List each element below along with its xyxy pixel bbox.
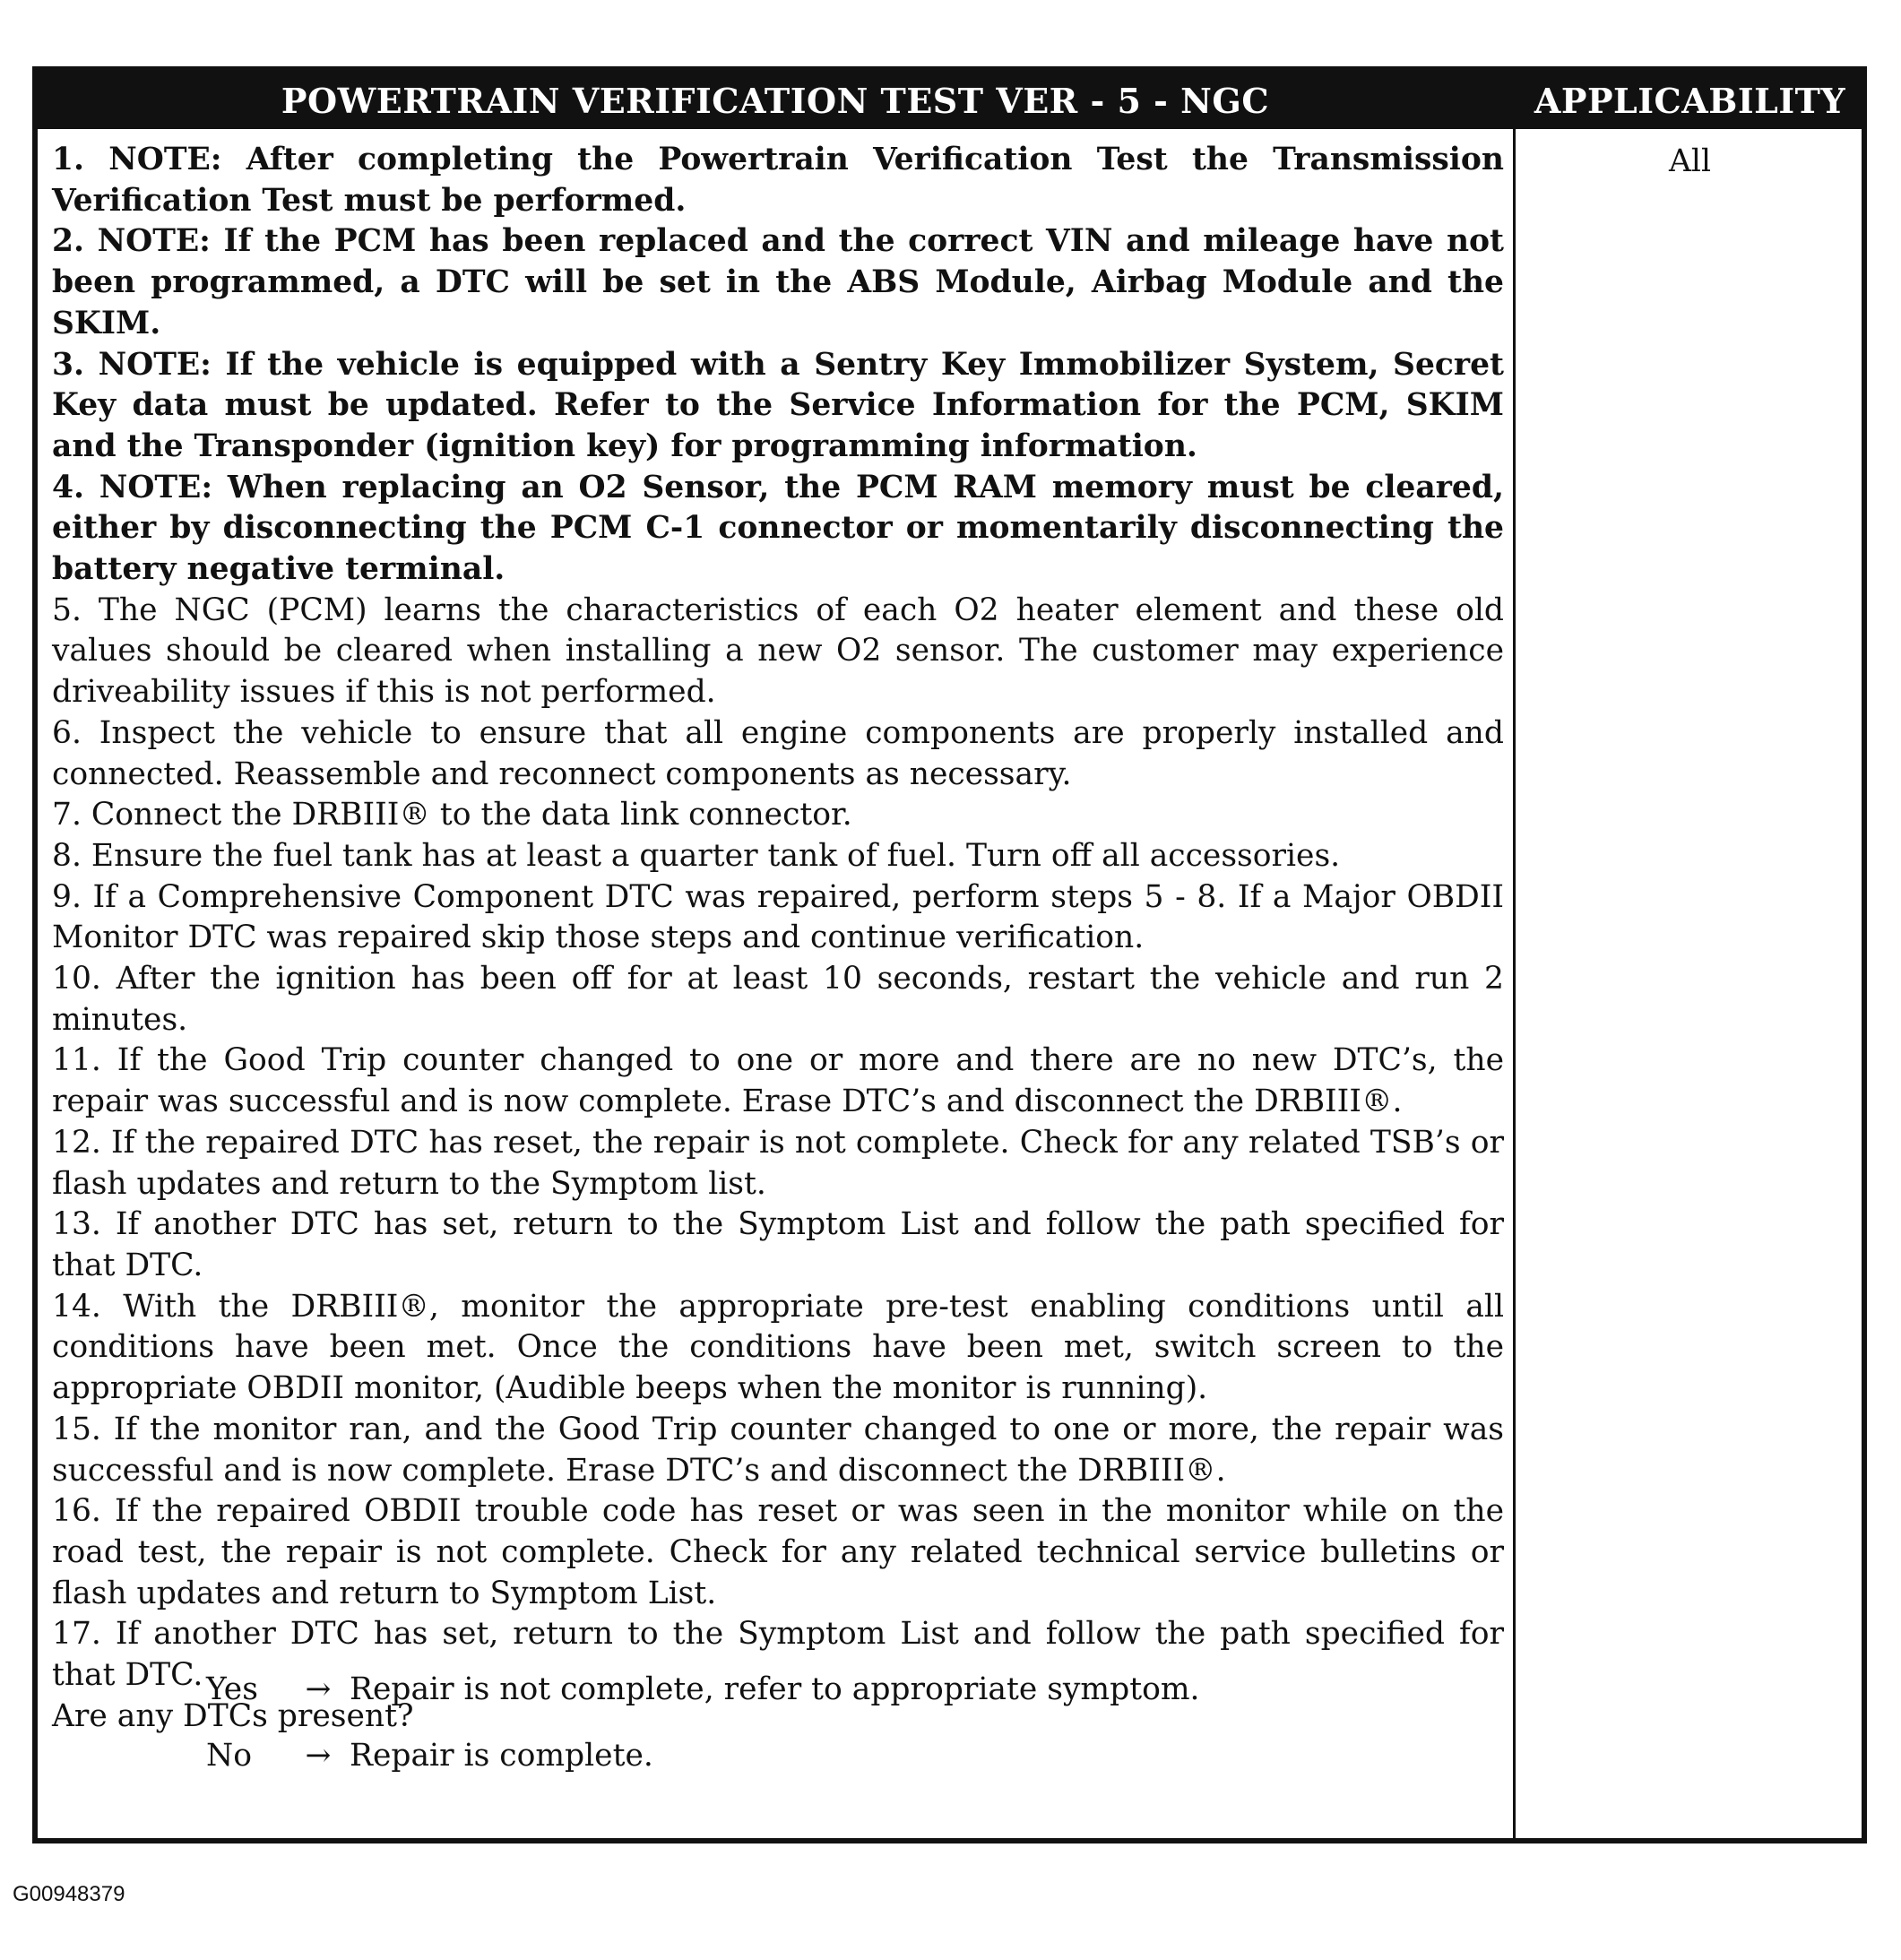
applicability-header: APPLICABILITY xyxy=(1534,80,1846,121)
step-6: 6. Inspect the vehicle to ensure that all engine components are properly installed and connected. Reassemble and reconnect components as necessary. xyxy=(52,714,1504,792)
column-divider xyxy=(1513,129,1516,1838)
table-title: POWERTRAIN VERIFICATION TEST VER - 5 - NGC xyxy=(281,80,1270,121)
answer-no xyxy=(206,1723,1200,1789)
arrow-right-icon: → xyxy=(305,1671,332,1707)
figure-id: G00948379 xyxy=(13,1882,125,1906)
answer-no-label: No xyxy=(206,1738,252,1774)
step-7: 7. Connect the DRBIII® to the data link connector. xyxy=(52,797,852,833)
step-9: 9. If a Comprehensive Component DTC was repaired, perform steps 5 - 8. If a Major OBDII Monitor DTC was repaired skip those steps and continue verification. xyxy=(52,878,1504,956)
step-4-note: 4. NOTE: When replacing an O2 Sensor, the PCM RAM memory must be cleared, either by disconnecting the PCM C-1 connector or momentarily disconnecting the battery negative terminal. xyxy=(52,469,1504,588)
step-12: 12. If the repaired DTC has reset, the repair is not complete. Check for any related TSB’s or flash updates and return to the Symptom list. xyxy=(52,1124,1504,1202)
applicability-value: All xyxy=(1669,143,1711,179)
step-14: 14. With the DRBIII®, monitor the appropriate pre-test enabling conditions until all conditions have been met. Once the conditions have been met, switch screen to the appropriate OBDII monitor, (Audible beeps when the monitor is running). xyxy=(52,1288,1504,1407)
step-2-note: 2. NOTE: If the PCM has been replaced and the correct VIN and mileage have not been programmed, a DTC will be set in the ABS Module, Airbag Module and the SKIM. xyxy=(52,223,1504,341)
step-15: 15. If the monitor ran, and the Good Trip counter changed to one or more, the repair was successful and is now complete. Erase DTC’s and disconnect the DRBIII®. xyxy=(52,1411,1504,1489)
step-17: 17. If another DTC has set, return to the Symptom List and follow the path specified for that DTC. xyxy=(52,1616,1504,1694)
step-16: 16. If the repaired OBDII trouble code has reset or was seen in the monitor while on the road test, the repair is not complete. Check for any related technical service bulletins or flash updates and return to Symptom List. xyxy=(52,1493,1504,1611)
answer-yes xyxy=(206,1656,1200,1723)
step-3-note: 3. NOTE: If the vehicle is equipped with a Sentry Key Immobilizer System, Secret Key data must be updated. Refer to the Service Information for the PCM, SKIM and the Transponder (ignition key) for programming information. xyxy=(52,346,1504,464)
procedure-steps xyxy=(52,140,1504,1737)
step-13: 13. If another DTC has set, return to the Symptom List and follow the path specified for that DTC. xyxy=(52,1206,1504,1283)
answer-yes-label: Yes xyxy=(206,1671,258,1707)
arrow-right-icon: → xyxy=(305,1738,332,1774)
dtc-question: Are any DTCs present? xyxy=(52,1697,414,1734)
step-11: 11. If the Good Trip counter changed to one or more and there are no new DTC’s, the repair was successful and is now complete. Erase DTC’s and disconnect the DRBIII®. xyxy=(52,1042,1504,1120)
procedure-table xyxy=(32,66,1867,1843)
answer-list xyxy=(206,1656,1200,1789)
answer-yes-text: Repair is not complete, refer to appropriate symptom. xyxy=(350,1671,1200,1707)
answer-no-text: Repair is complete. xyxy=(350,1738,653,1774)
step-1-note: 1. NOTE: After completing the Powertrain Verification Test the Transmission Verification Test must be performed. xyxy=(52,142,1504,219)
step-5: 5. The NGC (PCM) learns the characteristics of each O2 heater element and these old values should be cleared when installing a new O2 sensor. The customer may experience driveability issues if this is not performed. xyxy=(52,591,1504,711)
step-8: 8. Ensure the fuel tank has at least a quarter tank of fuel. Turn off all accessories. xyxy=(52,837,1341,874)
step-10: 10. After the ignition has been off for at least 10 seconds, restart the vehicle and run 2 minutes. xyxy=(52,961,1504,1038)
table-header xyxy=(38,72,1862,129)
